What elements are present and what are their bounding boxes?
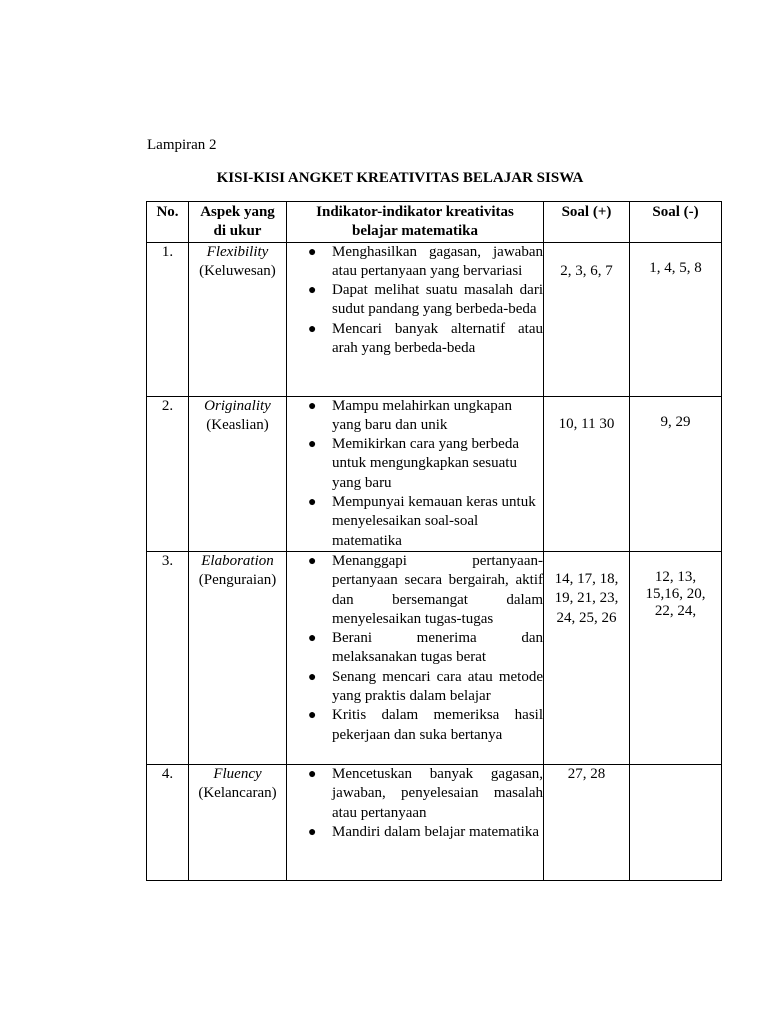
- bullet-icon: ●: [308, 824, 317, 840]
- indicator-cell: [287, 242, 544, 396]
- indicator-text: Berani menerima dan melaksanakan tugas berat: [332, 630, 543, 666]
- indicator-text: Mampu melahirkan ungkapan yang baru dan unik: [332, 397, 512, 433]
- soal-negative: 9, 29: [660, 413, 691, 430]
- table-row: [147, 551, 722, 764]
- aspect-cell: [189, 551, 287, 764]
- table-row: [147, 396, 722, 551]
- header-indikator: Indikator-indikator kreativitas belajar matematika: [287, 202, 544, 243]
- row-number: 1.: [147, 242, 189, 396]
- indicator-item: [287, 493, 543, 551]
- bullet-icon: ●: [308, 631, 317, 647]
- header-aspek: Aspek yang di ukur: [189, 202, 287, 243]
- indicator-item: [287, 823, 543, 842]
- bullet-icon: ●: [308, 321, 317, 337]
- row-number: 2.: [147, 396, 189, 551]
- indicator-item: [287, 435, 543, 493]
- row-number: 4.: [147, 764, 189, 880]
- indicator-text: Menghasilkan gagasan, jawaban atau pertanyaan yang bervariasi: [332, 243, 543, 279]
- indicator-text: Mandiri dalam belajar matematika: [332, 823, 539, 840]
- indicator-item: [287, 629, 543, 668]
- soal-positive-cell: [544, 764, 630, 880]
- aspect-indonesian: (Keaslian): [206, 416, 269, 433]
- indicator-item: [287, 320, 543, 359]
- bullet-icon: ●: [308, 398, 317, 414]
- aspect-cell: [189, 396, 287, 551]
- soal-positive: 10, 11 30: [558, 415, 615, 432]
- bullet-icon: ●: [308, 766, 317, 782]
- bullet-icon: ●: [308, 244, 317, 260]
- soal-negative: 1, 4, 5, 8: [649, 259, 702, 276]
- indicator-cell: [287, 551, 544, 764]
- document-title: KISI-KISI ANGKET KREATIVITAS BELAJAR SISWA: [216, 170, 584, 186]
- bullet-icon: ●: [308, 708, 317, 724]
- aspect-cell: [189, 764, 287, 880]
- bullet-icon: ●: [308, 553, 317, 569]
- bullet-icon: ●: [308, 669, 317, 685]
- indicator-text: Mencari banyak alternatif atau arah yang berbeda-beda: [332, 320, 543, 357]
- appendix-label: Lampiran 2: [147, 137, 217, 153]
- indicator-item: [287, 706, 543, 745]
- lattice-table: [146, 201, 722, 881]
- aspect-english: Elaboration: [201, 552, 274, 569]
- indicator-text: Memikirkan cara yang berbeda untuk mengungkapkan sesuatu yang baru: [332, 436, 519, 491]
- soal-positive-cell: [544, 242, 630, 396]
- indicator-item: [287, 552, 543, 629]
- indicator-text: Mempunyai kemauan keras untuk menyelesaikan soal-soal matematika: [332, 494, 536, 549]
- soal-negative-cell: [630, 396, 722, 551]
- soal-positive: 27, 28: [567, 765, 606, 782]
- aspect-indonesian: (Kelancaran): [198, 785, 277, 802]
- soal-positive-cell: [544, 396, 630, 551]
- bullet-icon: ●: [308, 437, 317, 453]
- indicator-text: Kritis dalam memeriksa hasil pekerjaan dan suka bertanya: [332, 707, 543, 743]
- table-row: [147, 764, 722, 880]
- indicator-text: Menanggapi pertanyaan-pertanyaan secara bergairah, aktif dan bersemangat dalam menyelesaikan tugas-tugas: [332, 552, 543, 627]
- aspect-indonesian: (Keluwesan): [199, 262, 276, 279]
- indicator-text: Mencetuskan banyak gagasan, jawaban, penyelesaian masalah atau pertanyaan: [332, 765, 543, 821]
- soal-negative-cell: [630, 764, 722, 880]
- soal-positive: 14, 17, 18, 19, 21, 23, 24, 25, 26: [554, 570, 619, 626]
- header-soal-positive: Soal (+): [544, 202, 630, 243]
- indicator-text: Senang mencari cara atau metode yang praktis dalam belajar: [332, 668, 543, 705]
- indicator-item: [287, 765, 543, 823]
- aspect-english: Fluency: [213, 765, 262, 782]
- header-no: No.: [147, 202, 189, 243]
- header-soal-negative: Soal (-): [630, 202, 722, 243]
- soal-positive: 2, 3, 6, 7: [560, 262, 613, 279]
- indicator-text: Dapat melihat suatu masalah dari sudut pandang yang berbeda-beda: [332, 282, 543, 318]
- indicator-item: [287, 668, 543, 707]
- indicator-item: [287, 281, 543, 320]
- bullet-icon: ●: [308, 283, 317, 299]
- indicator-item: [287, 243, 543, 282]
- soal-negative: 12, 13, 15,16, 20, 22, 24,: [645, 568, 706, 619]
- table-row: [147, 242, 722, 396]
- aspect-english: Originality: [204, 397, 271, 414]
- aspect-cell: [189, 242, 287, 396]
- indicator-item: [287, 397, 543, 436]
- soal-negative-cell: [630, 551, 722, 764]
- aspect-english: Flexibility: [206, 243, 269, 260]
- indicator-cell: [287, 764, 544, 880]
- indicator-cell: [287, 396, 544, 551]
- aspect-indonesian: (Penguraian): [198, 572, 277, 589]
- table-header-row: [147, 202, 722, 243]
- soal-positive-cell: [544, 551, 630, 764]
- row-number: 3.: [147, 551, 189, 764]
- bullet-icon: ●: [308, 495, 317, 511]
- soal-negative-cell: [630, 242, 722, 396]
